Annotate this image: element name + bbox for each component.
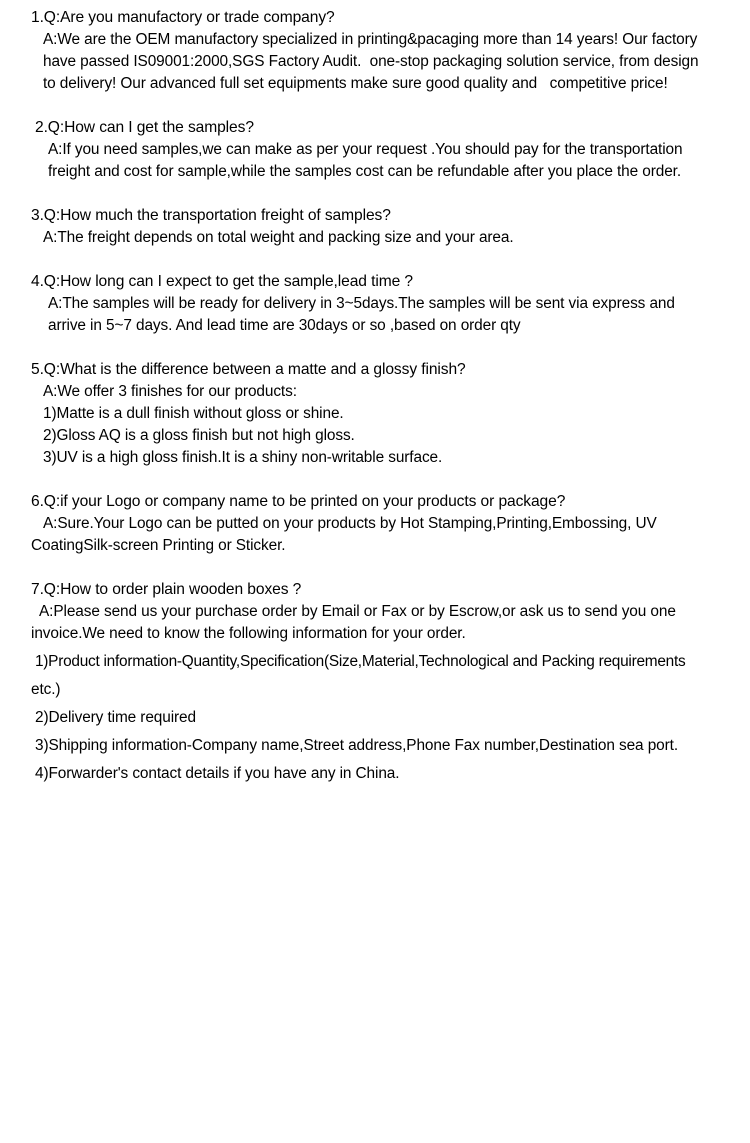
faq-answer-7-line-1: A:Please send us your purchase order by Email or Fax or by Escrow,or ask us to send you one — [39, 603, 676, 620]
faq-answer-1-line-1: A:We are the OEM manufactory specialized in printing&pacaging more than 14 years! Our factory — [43, 31, 698, 48]
faq-answer-7-line-5: 2)Delivery time required — [35, 709, 196, 726]
faq-question-1: 1.Q:Are you manufactory or trade company? — [31, 9, 335, 26]
faq-question-4: 4.Q:How long can I expect to get the sample,lead time ? — [31, 273, 413, 290]
faq-answer-1-line-2: have passed IS09001:2000,SGS Factory Audit. one-stop packaging solution service, from design — [43, 53, 699, 70]
faq-answer-5-line-4: 3)UV is a high gloss finish.It is a shiny non-writable surface. — [43, 449, 443, 466]
faq-answer-7-line-6: 3)Shipping information-Company name,Street address,Phone Fax number,Destination sea port. — [35, 737, 678, 754]
faq-answer-5-line-2: 1)Matte is a dull finish without gloss or shine. — [43, 405, 344, 422]
faq-answer-5-line-1: A:We offer 3 finishes for our products: — [43, 383, 297, 400]
faq-answer-5-line-3: 2)Gloss AQ is a gloss finish but not high gloss. — [43, 427, 355, 444]
faq-answer-6-line-1: A:Sure.Your Logo can be putted on your products by Hot Stamping,Printing,Embossing, UV — [43, 515, 657, 532]
faq-answer-4-line-2: arrive in 5~7 days. And lead time are 30days or so ,based on order qty — [48, 317, 521, 334]
faq-question-6: 6.Q:if your Logo or company name to be printed on your products or package? — [31, 493, 566, 510]
faq-answer-7-line-3: 1)Product information-Quantity,Specification(Size,Material,Technological and Packing requirements — [35, 653, 686, 670]
faq-answer-7-line-7: 4)Forwarder's contact details if you have any in China. — [35, 765, 400, 782]
faq-question-7: 7.Q:How to order plain wooden boxes ? — [31, 581, 302, 598]
faq-answer-7-line-4: etc.) — [31, 681, 61, 698]
faq-answer-7-line-2: invoice.We need to know the following information for your order. — [31, 625, 466, 642]
faq-answer-1-line-3: to delivery! Our advanced full set equipments make sure good quality and competitive price! — [43, 75, 668, 92]
faq-answer-2-line-1: A:If you need samples,we can make as per your request .You should pay for the transportation — [48, 141, 683, 158]
faq-question-2: 2.Q:How can I get the samples? — [35, 119, 254, 136]
faq-answer-2-line-2: freight and cost for sample,while the samples cost can be refundable after you place the order. — [48, 163, 681, 180]
faq-answer-3-line-1: A:The freight depends on total weight and packing size and your area. — [43, 229, 514, 246]
faq-question-5: 5.Q:What is the difference between a matte and a glossy finish? — [31, 361, 466, 378]
faq-answer-4-line-1: A:The samples will be ready for delivery in 3~5days.The samples will be sent via express and — [48, 295, 675, 312]
faq-question-3: 3.Q:How much the transportation freight of samples? — [31, 207, 391, 224]
faq-answer-6-line-2: CoatingSilk-screen Printing or Sticker. — [31, 537, 286, 554]
